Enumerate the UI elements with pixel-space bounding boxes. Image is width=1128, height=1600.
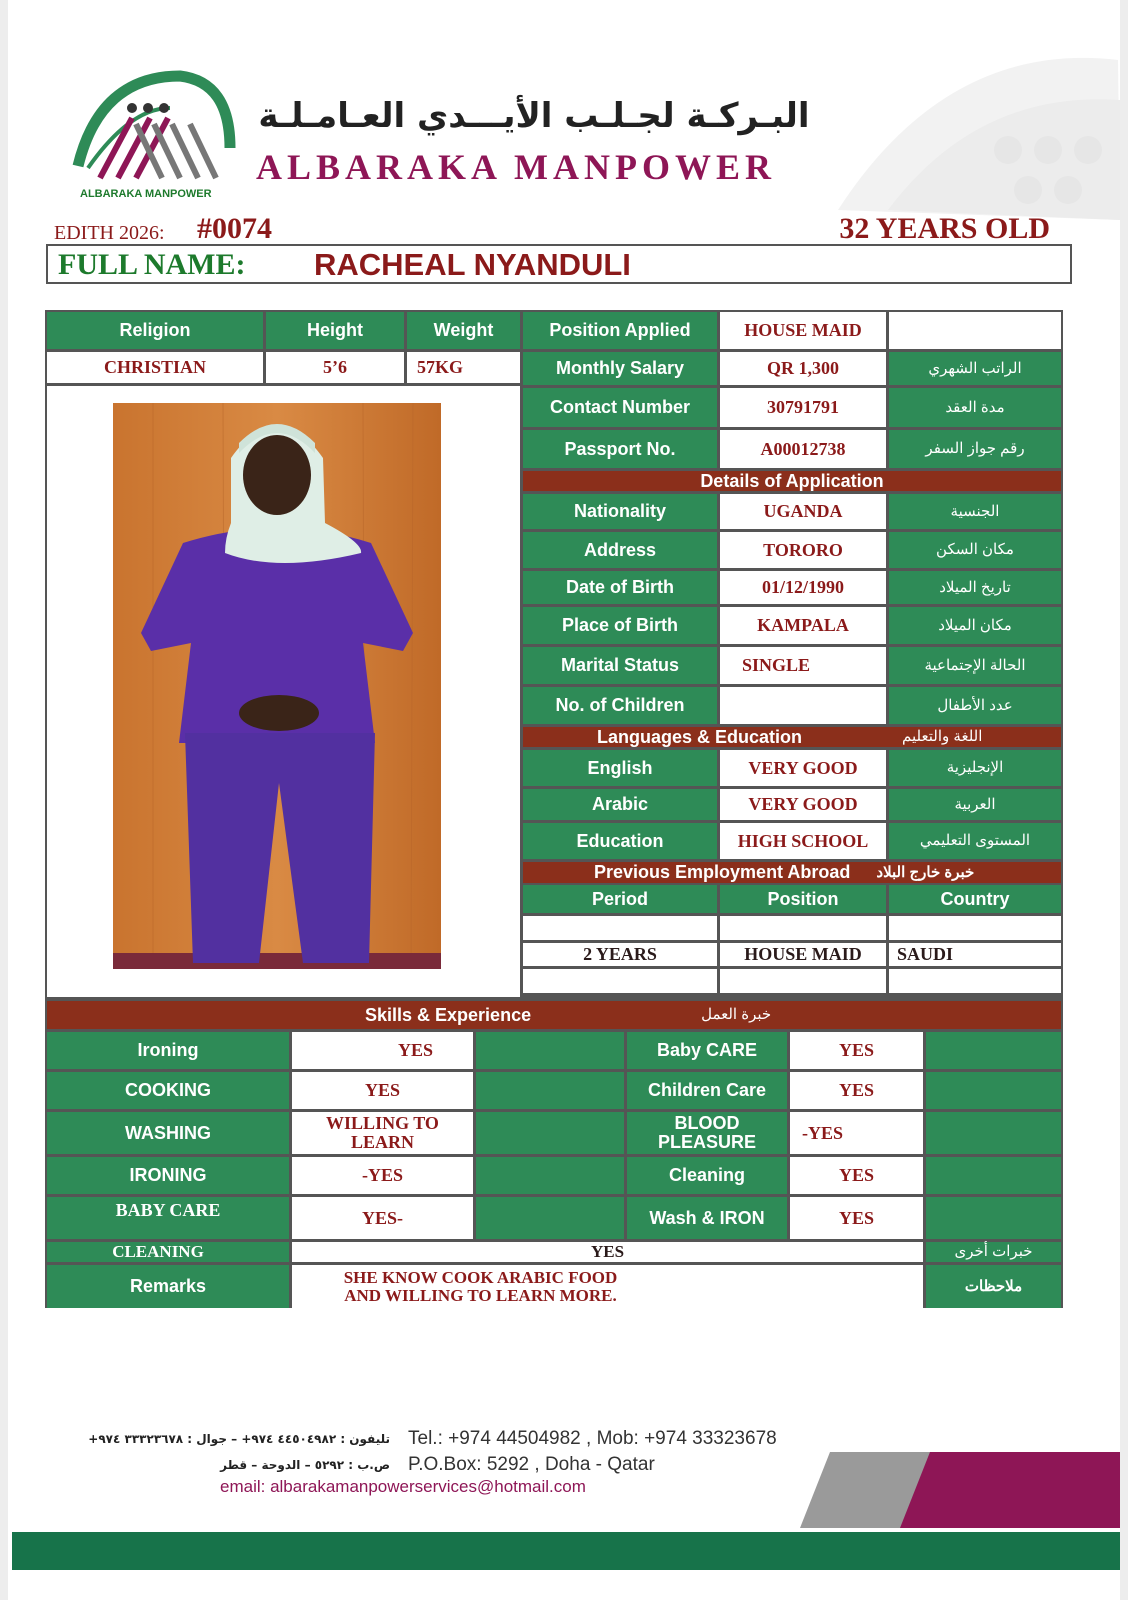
skill-empty — [926, 1157, 1061, 1194]
skill-empty — [926, 1072, 1061, 1109]
company-name: ALBARAKA MANPOWER — [256, 147, 777, 187]
cv-sheet — [8, 0, 1120, 1600]
detail-arabic: تاريخ الميلاد — [889, 571, 1061, 604]
skill-label: Cleaning — [627, 1157, 787, 1194]
detail-label: Place of Birth — [523, 607, 717, 644]
footer-pobox-arabic: ص.ب : ٥٢٩٢ – الدوحة – قطر — [220, 1458, 390, 1472]
remarks-value: SHE KNOW COOK ARABIC FOOD AND WILLING TO LEARN MORE. — [292, 1265, 923, 1308]
info-label: Monthly Salary — [523, 352, 717, 385]
footer-ribbon-icon — [800, 1452, 1120, 1528]
skill-label: Children Care — [627, 1072, 787, 1109]
skill-value: YES — [790, 1032, 923, 1069]
languages-header-text: Languages & Education — [597, 726, 803, 747]
info-value: A00012738 — [720, 430, 886, 468]
edition-label: EDITH 2026: — [54, 222, 165, 244]
employment-period: 2 YEARS — [523, 943, 717, 966]
footer-phone-arabic: تليفون : ٤٤٥٠٤٩٨٢ ٩٧٤+ – جوال : ٣٣٣٢٣٦٧٨ ٩٧٤+ — [88, 1432, 390, 1446]
skill-label: COOKING — [47, 1072, 289, 1109]
detail-label: No. of Children — [523, 687, 717, 724]
skill-label: BLOOD PLEASURE — [627, 1112, 787, 1154]
fullname-box — [46, 244, 1072, 284]
language-value: VERY GOOD — [720, 750, 886, 786]
skill-value: -YES — [292, 1157, 473, 1194]
info-arabic — [889, 312, 1061, 349]
skills-header — [47, 1001, 1061, 1029]
footer-phone: Tel.: +974 44504982 , Mob: +974 33323678 — [408, 1428, 777, 1449]
record-number: #0074 — [197, 212, 272, 245]
skill-empty — [476, 1197, 624, 1239]
employment-column-header: Country — [889, 885, 1061, 913]
detail-arabic: الحالة الإجتماعية — [889, 647, 1061, 684]
weight-value: 57KG — [407, 352, 520, 383]
fullname-label: FULL NAME: — [58, 248, 246, 281]
info-arabic: الراتب الشهري — [889, 352, 1061, 385]
employment-position — [720, 916, 886, 940]
detail-label: Date of Birth — [523, 571, 717, 604]
cleaning-value: YES — [292, 1242, 923, 1262]
religion-value: CHRISTIAN — [47, 352, 263, 383]
footer-pobox: P.O.Box: 5292 , Doha - Qatar — [408, 1454, 655, 1475]
skills-header-arabic: خبرة العمل — [701, 1006, 772, 1024]
language-arabic: العربية — [889, 789, 1061, 820]
detail-label: Address — [523, 532, 717, 568]
detail-value: 01/12/1990 — [720, 571, 886, 604]
employment-period — [523, 916, 717, 940]
fullname-value: RACHEAL NYANDULI — [314, 247, 631, 282]
employment-country: SAUDI — [889, 943, 1061, 966]
remarks-label: Remarks — [47, 1265, 289, 1308]
skill-value: YES — [292, 1032, 473, 1069]
info-arabic: رقم جواز السفر — [889, 430, 1061, 468]
detail-arabic: مكان السكن — [889, 532, 1061, 568]
age: 32 YEARS OLD — [839, 212, 1050, 245]
employment-position: HOUSE MAID — [720, 943, 886, 966]
info-value: 30791791 — [720, 388, 886, 427]
info-arabic: مدة العقد — [889, 388, 1061, 427]
detail-label: Marital Status — [523, 647, 717, 684]
info-label: Position Applied — [523, 312, 717, 349]
languages-header — [523, 727, 1061, 747]
employment-position — [720, 969, 886, 993]
details-header: Details of Application — [523, 471, 1061, 491]
detail-arabic: عدد الأطفال — [889, 687, 1061, 724]
employment-period — [523, 969, 717, 993]
skill-empty — [926, 1032, 1061, 1069]
employment-country — [889, 916, 1061, 940]
detail-value: KAMPALA — [720, 607, 886, 644]
detail-value: UGANDA — [720, 494, 886, 529]
language-label: Arabic — [523, 789, 717, 820]
skill-empty — [476, 1157, 624, 1194]
skill-empty — [476, 1112, 624, 1154]
skill-value: YES — [292, 1072, 473, 1109]
person-photo-icon — [113, 403, 441, 969]
logo-caption: ALBARAKA MANPOWER — [80, 188, 212, 200]
info-label: Passport No. — [523, 430, 717, 468]
employment-country — [889, 969, 1061, 993]
skill-value: YES — [790, 1072, 923, 1109]
footer-green-band — [12, 1532, 1120, 1570]
skill-empty — [476, 1072, 624, 1109]
skill-empty — [926, 1112, 1061, 1154]
skill-label: Baby CARE — [627, 1032, 787, 1069]
detail-label: Nationality — [523, 494, 717, 529]
language-label: Education — [523, 823, 717, 859]
detail-arabic: مكان الميلاد — [889, 607, 1061, 644]
skill-label: BABY CARE — [47, 1197, 289, 1239]
weight-header: Weight — [407, 312, 520, 349]
skill-label: Ironing — [47, 1032, 289, 1069]
language-value: HIGH SCHOOL — [720, 823, 886, 859]
height-header: Height — [266, 312, 404, 349]
albaraka-logo-icon — [70, 68, 240, 198]
company-arabic-name: البـركـة لجـلـب الأيـــدي العـامـلـة — [258, 96, 810, 136]
cleaning-label: CLEANING — [47, 1242, 289, 1262]
skill-value: YES- — [292, 1197, 473, 1239]
skill-value: -YES — [790, 1112, 923, 1154]
skills-header-text: Skills & Experience — [365, 1004, 532, 1025]
cleaning-arabic: خبرات أخرى — [926, 1242, 1061, 1262]
skill-value: WILLING TO LEARN — [292, 1112, 473, 1154]
info-label: Contact Number — [523, 388, 717, 427]
employment-column-header: Period — [523, 885, 717, 913]
info-value: HOUSE MAID — [720, 312, 886, 349]
skill-label: IRONING — [47, 1157, 289, 1194]
skill-value: YES — [790, 1197, 923, 1239]
detail-value: SINGLE — [720, 647, 886, 684]
language-arabic: المستوى التعليمي — [889, 823, 1061, 859]
employment-header-text: Previous Employment Abroad — [594, 862, 851, 883]
language-value: VERY GOOD — [720, 789, 886, 820]
languages-header-arabic: اللغة والتعليم — [902, 728, 983, 746]
language-label: English — [523, 750, 717, 786]
detail-value: TORORO — [720, 532, 886, 568]
employment-column-header: Position — [720, 885, 886, 913]
photo-frame — [47, 386, 520, 997]
watermark-motif-icon — [828, 30, 1120, 220]
height-value: 5’6 — [266, 352, 404, 383]
skill-label: WASHING — [47, 1112, 289, 1154]
footer-email: email: albarakamanpowerservices@hotmail.com — [220, 1477, 586, 1496]
detail-value — [720, 687, 886, 724]
skill-value: YES — [790, 1157, 923, 1194]
employment-header-arabic: خبرة خارج البلاد — [876, 863, 975, 881]
skill-label: Wash & IRON — [627, 1197, 787, 1239]
religion-header: Religion — [47, 312, 263, 349]
remarks-arabic: ملاحظات — [926, 1265, 1061, 1308]
skill-empty — [926, 1197, 1061, 1239]
employment-header — [523, 862, 1061, 883]
language-arabic: الإنجليزية — [889, 750, 1061, 786]
info-value: QR 1,300 — [720, 352, 886, 385]
skill-empty — [476, 1032, 624, 1069]
detail-arabic: الجنسية — [889, 494, 1061, 529]
